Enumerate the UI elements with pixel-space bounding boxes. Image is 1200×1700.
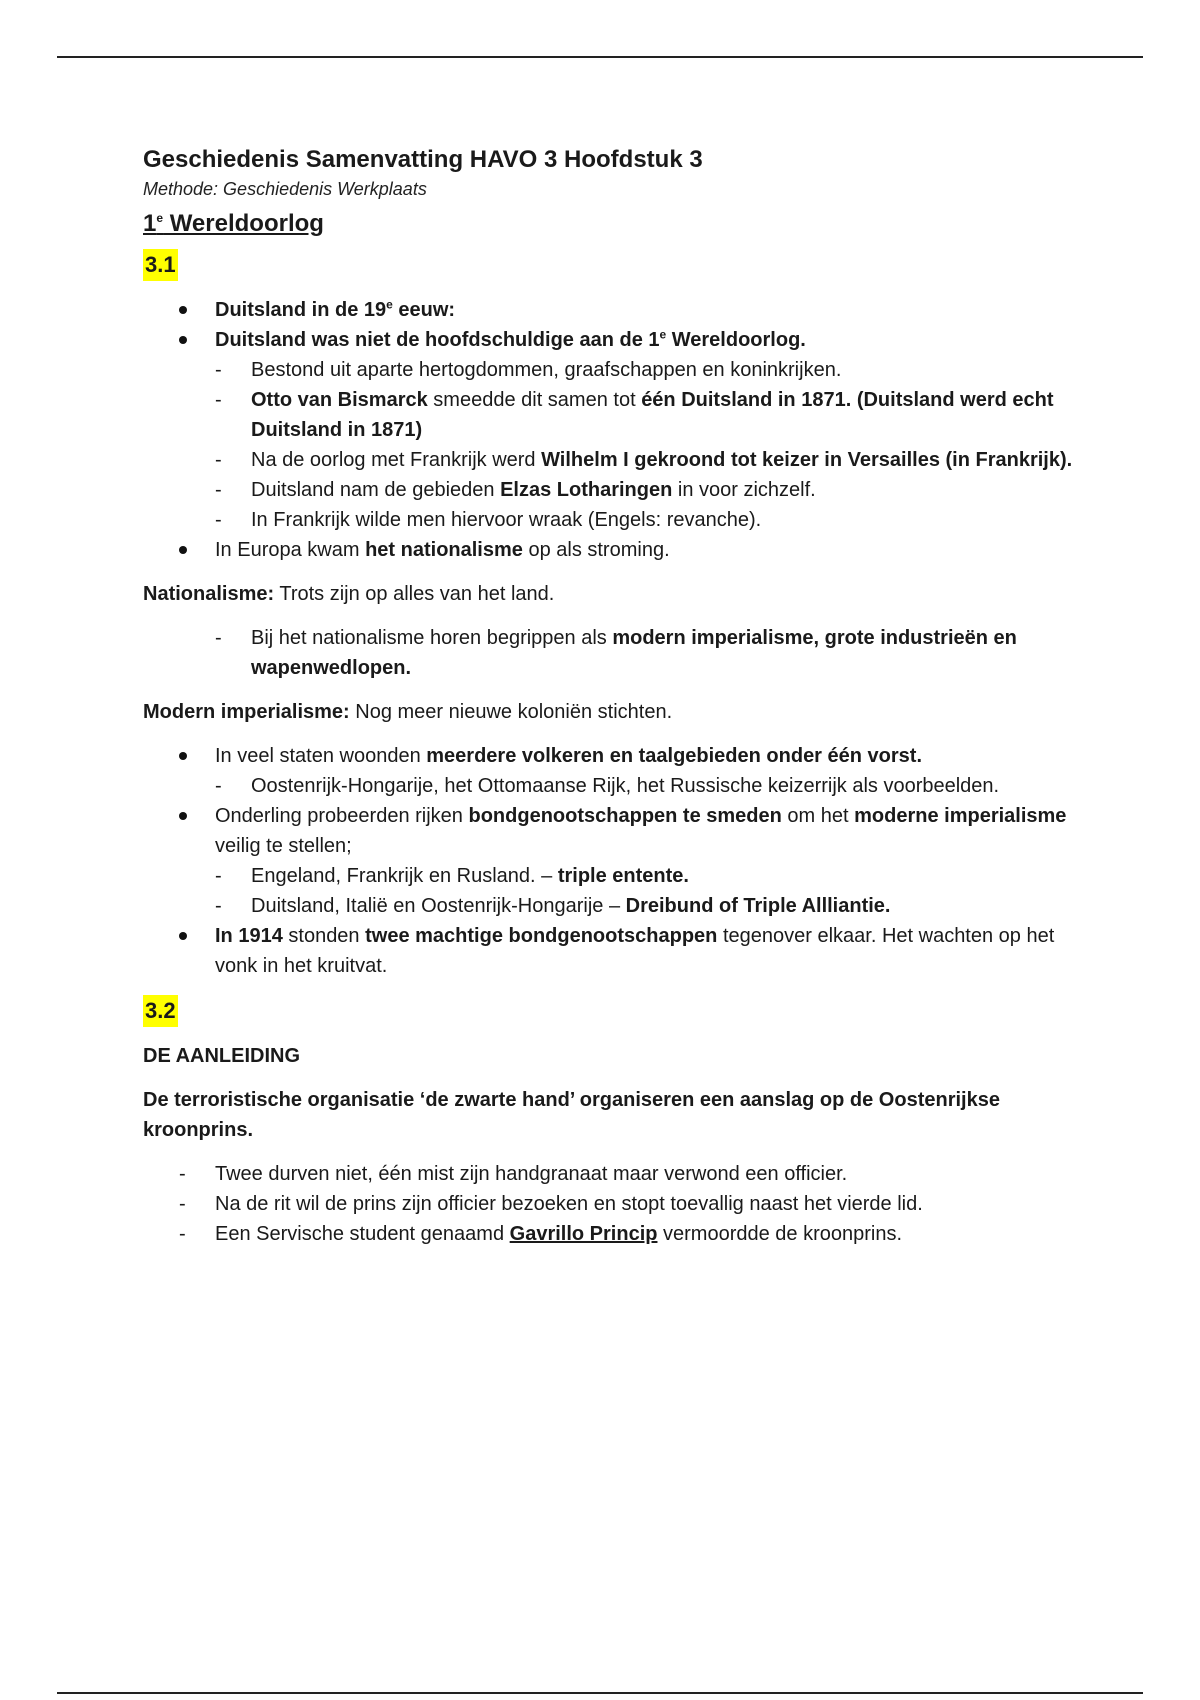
chapter-heading: 1e Wereldoorlog: [143, 210, 324, 237]
section-3-1-list: [143, 295, 1083, 565]
document-body: [143, 143, 1083, 1249]
list-item: In veel staten woonden meerdere volkeren en taalgebieden onder één vorst.: [215, 745, 923, 767]
sub-item: - Otto van Bismarck smeedde dit samen tot één Duitsland in 1871. (Duitsland werd echt Duitsland in 1871): [215, 389, 1054, 441]
page-subtitle: Methode: Geschiedenis Werkplaats: [143, 179, 427, 199]
sub-item: - Oostenrijk-Hongarije, het Ottomaanse Rijk, het Russische keizerrijk als voorbeelden.: [215, 775, 1000, 797]
sub-item: - Twee durven niet, één mist zijn handgranaat maar verwond een officier.: [179, 1163, 848, 1185]
list-item: In Europa kwam het nationalisme op als stroming.: [215, 539, 670, 561]
sub-item: - Bij het nationalisme horen begrippen als modern imperialisme, grote industrieën en wapenwedlopen.: [215, 627, 1017, 679]
definition-nationalisme: Nationalisme: Trots zijn op alles van het land.: [143, 583, 555, 605]
section-3-2-heading: DE AANLEIDING: [143, 1045, 301, 1067]
sub-item: - Engeland, Frankrijk en Rusland. – triple entente.: [215, 865, 689, 887]
sub-item: - Na de oorlog met Frankrijk werd Wilhelm I gekroond tot keizer in Versailles (in Frankrijk).: [215, 449, 1073, 471]
section-3-2-label: 3.2: [143, 995, 178, 1027]
sub-item: - In Frankrijk wilde men hiervoor wraak (Engels: revanche).: [215, 509, 762, 531]
bottom-rule: [57, 1692, 1143, 1694]
section-3-1-label: 3.1: [143, 249, 178, 281]
section-3-2-lead: De terroristische organisatie ‘de zwarte hand’ organiseren een aanslag op de Oostenrijkse kroonprins.: [143, 1089, 1000, 1141]
page-title: Geschiedenis Samenvatting HAVO 3 Hoofdstuk 3: [143, 146, 703, 173]
top-rule: [57, 56, 1143, 58]
list-item: Onderling probeerden rijken bondgenootschappen te smeden om het moderne imperialisme veilig te stellen;: [215, 805, 1067, 857]
list-item: In 1914 stonden twee machtige bondgenootschappen tegenover elkaar. Het wachten op het vonk in het kruitvat.: [215, 925, 1055, 977]
definition-modern-imperialisme: Modern imperialisme: Nog meer nieuwe koloniën stichten.: [143, 701, 673, 723]
sub-item: - Na de rit wil de prins zijn officier bezoeken en stopt toevallig naast het vierde lid.: [179, 1193, 923, 1215]
section-3-2-list: [143, 1159, 1083, 1249]
sub-item: - Een Servische student genaamd Gavrillo Princip vermoordde de kroonprins.: [179, 1223, 903, 1245]
section-3-1-list-2: [143, 741, 1083, 981]
sub-item: - Duitsland nam de gebieden Elzas Lotharingen in voor zichzelf.: [215, 479, 816, 501]
sub-item: - Bestond uit aparte hertogdommen, graafschappen en koninkrijken.: [215, 359, 842, 381]
list-item: Duitsland was niet de hoofdschuldige aan de 1e Wereldoorlog.: [215, 327, 806, 351]
list-item: Duitsland in de 19e eeuw:: [215, 297, 456, 321]
sub-item: - Duitsland, Italië en Oostenrijk-Hongarije – Dreibund of Triple Allliantie.: [215, 895, 891, 917]
